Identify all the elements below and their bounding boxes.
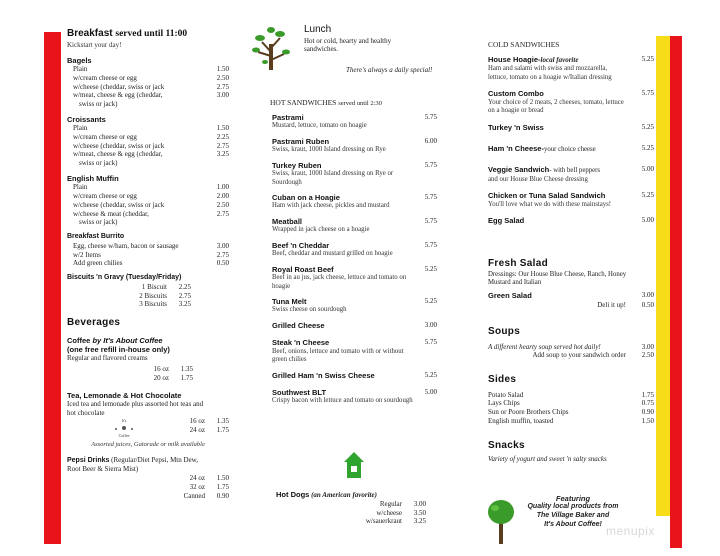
menu-item: 20 oz 1.75: [153, 373, 193, 382]
cold-sandwich-item: Ham 'n Cheese-your choice cheese 5.25: [488, 143, 654, 153]
menu-item: A different hearty soup served hot daily! 3.00: [488, 342, 654, 351]
cold-sandwich-item: Chicken or Tuna Salad Sandwich 5.25 You'll love what we do with these mainstays!: [488, 191, 654, 208]
menu-item: w/cream cheese or egg 2.00: [73, 192, 229, 200]
menu-item: 2 Biscuits 2.75: [139, 291, 191, 300]
hot-sandwich-item: Grilled Cheese 3.00: [272, 320, 437, 330]
featuring-block: Featuring Quality local products from The Village Baker and It's About Coffee!: [527, 494, 619, 528]
menu-item: w/cheese (cheddar, swiss or jack 2.50: [73, 200, 229, 209]
breakfast-title: Breakfast served until 11:00: [67, 28, 188, 39]
hotdogs-section: Hot Dogs (an American favorite) Regular 3.00 w/cheese 3.50 w/sauerkraut 3.25: [276, 490, 426, 526]
hot-sandwich-item: Turkey Ruben 5.75 Swiss, kraut, 1000 Island dressing on Rye or Sourdough: [272, 160, 437, 186]
watermark: menupix: [606, 524, 655, 538]
sides-section: Sides Potato Salad 1.75 Lays Chips 0.75 Sun or Poore Brothers Chips 0.90 English muffin, toasted 1.50: [488, 374, 654, 425]
house-icon: [342, 450, 366, 485]
cold-sandwich-item: Custom Combo 5.75 Your choice of 2 meats, 2 cheeses, tomato, lettuce on a hoagie or bread: [488, 89, 654, 115]
beverages-title: Beverages: [67, 317, 121, 328]
cold-sandwich-item: Turkey 'n Swiss 5.25: [488, 122, 654, 132]
menu-item: Sun or Poore Brothers Chips 0.90: [488, 408, 654, 416]
lunch-column: Lunch Hot or cold, hearty and healthy sandwiches. There's always a daily special! HOT SANDWICHES served until 2:30 Pastrami 5.75 Mustard, lettuce, tomato on hoagie Pastrami Ruben 6.00 Swiss, kraut, 1000 Island dressing on Rye Turkey Ruben 5.75 Swiss, kraut, 1000 Island dressing on Rye or Sourdough Cuban on a Hoagie 5.75 Ham with jack cheese, pickles and mustard Meatball 5.75 Wrapped in jack cheese on a hoagie Beef 'n Cheddar 5.75 Beef, cheddar and mustard grilled on hoagie Royal Roast Beef 5.25 Beef in au jus, jack cheese, lettuce and tomato on hoagie Tuna Melt 5.25 Swiss cheese on sourdough Grilled Cheese 3.00 Steak 'n Cheese 5.75 Beef, onions, lettuce and tomato with or without green chilies Grilled Ham 'n Swiss Cheese 5.25 Southwest BLT 5.00 Crispy bacon with lettuce and tomato on sourdough Hot Dogs (an American favorite) Regular 3.00 w/cheese 3.50 w/sauerkraut 3.25: [236, 0, 478, 556]
cold-sandwich-item: Veggie Sandwich- with bell peppers 5.00 and our House Blue Cheese dressing: [488, 165, 654, 183]
hot-sandwich-item: Beef 'n Cheddar 5.75 Beef, cheddar and mustard grilled on hoagie: [272, 240, 437, 258]
red-accent-bar: [44, 32, 61, 544]
hot-sandwich-item: Royal Roast Beef 5.25 Beef in au jus, jack cheese, lettuce and tomato on hoagie: [272, 264, 437, 290]
tea-section: Tea, Lemonade & Hot Chocolate Iced tea and lemonade plus assorted hot teas and hot chocolate It's Coffee 16 oz 1.35 24 oz 1.75 Assorted juices, Gatorade or milk available: [67, 390, 229, 449]
breakfast-column: [0, 0, 236, 556]
red-accent-bar: [670, 36, 682, 548]
lunch-title: Lunch: [304, 24, 332, 35]
snacks-section: Snacks Variety of yogurt and sweet 'n salty snacks: [488, 440, 607, 463]
yellow-accent-bar: [656, 36, 670, 516]
menu-item: Potato Salad 1.75: [488, 390, 654, 399]
menu-item: w/cheese (cheddar, swiss or jack 2.75: [73, 82, 229, 91]
hot-sandwich-item: Steak 'n Cheese 5.75 Beef, onions, lettuce and tomato with or without green chilies: [272, 338, 437, 364]
menu-item: w/meat, cheese & egg (cheddar, 3.25: [73, 150, 229, 159]
coffee-cup-icon: [111, 417, 137, 439]
menu-item: Green Salad 3.00: [488, 291, 654, 301]
menu-item: w/sauerkraut 3.25: [365, 517, 426, 526]
menu-item: w/meat, cheese & egg (cheddar, 3.00: [73, 91, 229, 100]
biscuits-section: Biscuits 'n Gravy (Tuesday/Friday) 1 Biscuit 2.25 2 Biscuits 2.75 3 Biscuits 3.25: [67, 274, 229, 309]
coffee-section: Coffee by It's About Coffee (one free refill in-house only) Regular and flavored creams 16 oz 1.35 20 oz 1.75: [67, 336, 229, 383]
cold-sandwiches: [488, 40, 654, 237]
menu-item: Lays Chips 0.75: [488, 399, 654, 408]
menu-item: Plain 1.50: [73, 65, 229, 73]
hot-sandwich-item: Meatball 5.75 Wrapped in jack cheese on a hoagie: [272, 216, 437, 234]
menu-item: Plain 1.00: [73, 183, 229, 192]
muffin-section: English Muffin Plain 1.00 w/cream cheese or egg 2.00 w/cheese (cheddar, swiss or jack 2.50 w/cheese & meat (cheddar, 2.75 swiss or jack): [67, 173, 229, 227]
menu-item: 3 Biscuits 3.25: [139, 300, 191, 309]
menu-item: w/2 Items 2.75: [73, 250, 229, 259]
menu-item: Canned 0.90: [183, 491, 229, 500]
cold-sandwich-item: Egg Salad 5.00: [488, 216, 654, 226]
menu-item: Regular 3.00: [379, 499, 426, 508]
hot-sandwich-item: Tuna Melt 5.25 Swiss cheese on sourdough: [272, 296, 437, 314]
hot-sandwich-item: Grilled Ham 'n Swiss Cheese 5.25: [272, 370, 437, 380]
hot-sandwich-item: Cuban on a Hoagie 5.75 Ham with jack cheese, pickles and mustard: [272, 193, 437, 210]
daily-special: There's always a daily special!: [346, 66, 433, 74]
menu-item: English muffin, toasted 1.50: [488, 416, 654, 425]
cold-sandwich-item: House Hoagie-local favorite 5.25 Ham and salami with swiss and mozzarella, lettuce, tomato on a hoagie w/Italian dressing: [488, 55, 654, 81]
menu-item: Egg, cheese w/ham, bacon or sausage 3.00: [73, 241, 229, 250]
menu-item: Deli it up! 0.50: [597, 300, 654, 309]
breakfast-tagline: Kickstart your day!: [67, 40, 122, 49]
menu-item: Add soup to your sandwich order 2.50: [532, 351, 654, 360]
menu-item: w/cheese 3.50: [376, 508, 426, 517]
menu-item: 24 oz 1.75: [189, 426, 229, 435]
hot-sandwich-item: Pastrami 5.75 Mustard, lettuce, tomato on hoagie: [272, 113, 437, 130]
hot-sandwiches-title: HOT SANDWICHES served until 2:30: [270, 98, 382, 107]
tree-icon: [250, 22, 292, 75]
hot-list: [272, 113, 437, 412]
menu-item: Add green chilies 0.50: [73, 259, 229, 268]
menu-item: 16 oz 1.35: [189, 417, 229, 426]
menu-item: w/cream cheese or egg 2.50: [73, 73, 229, 82]
menu-item: w/cream cheese or egg 2.25: [73, 132, 229, 141]
menu-item: 1 Biscuit 2.25: [141, 282, 191, 291]
menu-item: Plain 1.50: [73, 124, 229, 133]
burrito-section: Breakfast Burrito Egg, cheese w/ham, bacon or sausage 3.00 w/2 Items 2.75 Add green chilies 0.50: [67, 233, 229, 268]
bagels-section: Bagels Plain 1.50 w/cream cheese or egg 2.50 w/cheese (cheddar, swiss or jack 2.75 w/meat, cheese & egg (cheddar, 3.00 swiss or jack): [67, 55, 229, 108]
menu-item: 32 oz 1.75: [189, 482, 229, 491]
pepsi-section: Pepsi Drinks (Regular/Diet Pepsi, Mtn Dew, Root Beer & Sierra Mist) 24 oz 1.50 32 oz 1.75 Canned 0.90: [67, 455, 229, 500]
menu-item: w/cheese & meat (cheddar, 2.75: [73, 209, 229, 218]
salad-section: Fresh Salad Dressings: Our House Blue Cheese, Ranch, Honey Mustard and Italian Green Salad 3.00 Deli it up! 0.50: [488, 258, 654, 309]
menu-item: w/cheese (cheddar, swiss or jack 2.75: [73, 141, 229, 150]
menu-item: 16 oz 1.35: [153, 365, 193, 373]
menu-item: 24 oz 1.50: [189, 474, 229, 482]
coffee-logo: [111, 417, 137, 440]
svg-text:Coffee: Coffee: [118, 433, 130, 439]
svg-text:It's: It's: [121, 418, 127, 424]
hot-sandwich-item: Pastrami Ruben 6.00 Swiss, kraut, 1000 Island dressing on Rye: [272, 136, 437, 154]
hot-sandwich-item: Southwest BLT 5.00 Crispy bacon with lettuce and tomato on sourdough: [272, 387, 437, 405]
cold-title: COLD SANDWICHES: [488, 40, 560, 49]
croissants-section: Croissants Plain 1.50 w/cream cheese or egg 2.25 w/cheese (cheddar, swiss or jack 2.75 w/meat, cheese & egg (cheddar, 3.25 swiss or jack): [67, 114, 229, 168]
soups-section: Soups A different hearty soup served hot daily! 3.00 Add soup to your sandwich order 2.50: [488, 326, 654, 360]
